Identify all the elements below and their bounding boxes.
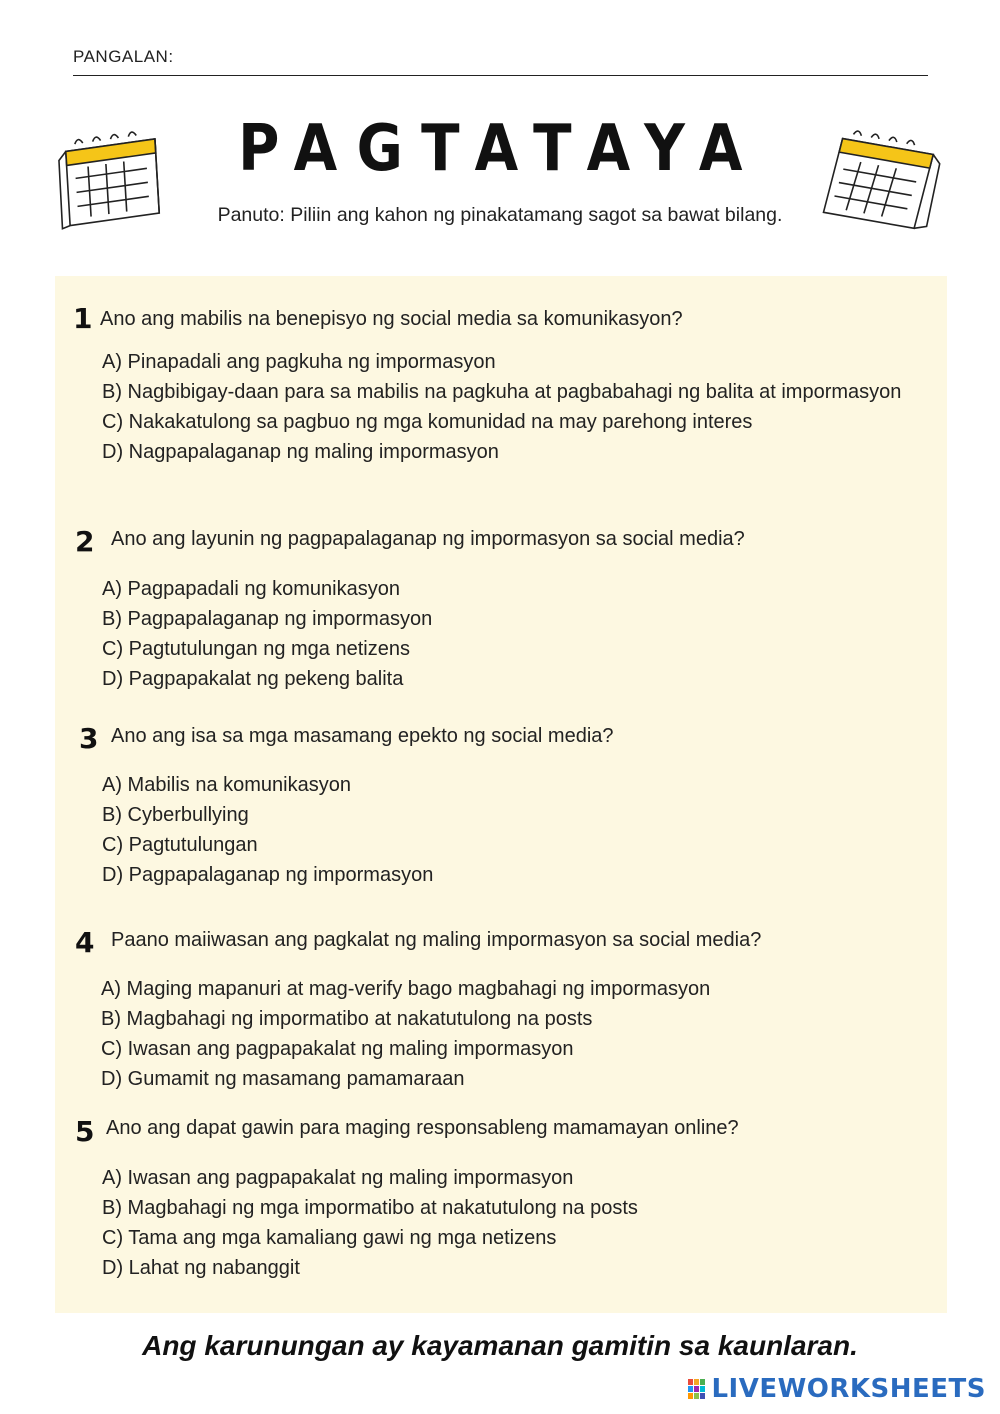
question-text: Ano ang isa sa mga masamang epekto ng social media?	[111, 725, 614, 747]
question-text: Ano ang mabilis na benepisyo ng social media sa komunikasyon?	[100, 308, 683, 330]
options-list	[102, 770, 902, 890]
option-a[interactable]: A) Pagpapadali ng komunikasyon	[102, 578, 400, 600]
option-b[interactable]: B) Magbahagi ng impormatibo at nakatutulong na posts	[101, 1008, 593, 1030]
option-a[interactable]: A) Iwasan ang pagpapakalat ng maling impormasyon	[102, 1167, 574, 1189]
question-text: Paano maiiwasan ang pagkalat ng maling impormasyon sa social media?	[111, 929, 762, 951]
option-c[interactable]: C) Tama ang mga kamaliang gawi ng mga netizens	[102, 1227, 557, 1249]
option-d[interactable]: D) Nagpapalaganap ng maling impormasyon	[102, 441, 499, 463]
brand-text: LIVEWORKSHEETS	[711, 1374, 986, 1404]
option-d[interactable]: D) Pagpapalaganap ng impormasyon	[102, 864, 434, 886]
option-a[interactable]: A) Pinapadali ang pagkuha ng impormasyon	[102, 351, 496, 373]
option-a[interactable]: A) Mabilis na komunikasyon	[102, 774, 351, 796]
option-d[interactable]: D) Gumamit ng masamang pamamaraan	[101, 1068, 465, 1090]
options-list	[102, 574, 902, 694]
liveworksheets-logo	[687, 1374, 986, 1404]
option-a[interactable]: A) Maging mapanuri at mag-verify bago magbahagi ng impormasyon	[101, 978, 711, 1000]
options-list	[101, 974, 901, 1094]
page-title: PAGTATAYA	[238, 112, 762, 186]
options-list	[102, 347, 902, 467]
option-c[interactable]: C) Pagtutulungan ng mga netizens	[102, 638, 410, 660]
calendar-icon	[812, 124, 952, 236]
option-b[interactable]: B) Pagpapalaganap ng impormasyon	[102, 608, 433, 630]
motto: Ang karunungan ay kayamanan gamitin sa kaunlaran.	[142, 1330, 858, 1361]
option-b[interactable]: B) Cyberbullying	[102, 804, 249, 826]
option-c[interactable]: C) Nakakatulong sa pagbuo ng mga komunidad na may parehong interes	[102, 411, 753, 433]
question-text: Ano ang layunin ng pagpapalaganap ng impormasyon sa social media?	[111, 528, 745, 550]
name-input-line[interactable]	[73, 75, 928, 76]
question-text: Ano ang dapat gawin para maging responsableng mamamayan online?	[106, 1117, 739, 1139]
instructions: Panuto: Piliin ang kahon ng pinakatamang sagot sa bawat bilang.	[217, 204, 783, 226]
question-number: 1	[73, 302, 93, 335]
option-c[interactable]: C) Iwasan ang pagpapakalat ng maling impormasyon	[101, 1038, 574, 1060]
option-b[interactable]: B) Magbahagi ng mga impormatibo at nakatutulong na posts	[102, 1197, 638, 1219]
question-number: 5	[75, 1115, 95, 1148]
name-label: PANGALAN:	[73, 47, 174, 66]
option-d[interactable]: D) Pagpapakalat ng pekeng balita	[102, 668, 404, 690]
option-d[interactable]: D) Lahat ng nabanggit	[102, 1257, 300, 1279]
question-number: 3	[79, 722, 99, 755]
options-list	[102, 1163, 902, 1283]
option-b[interactable]: B) Nagbibigay-daan para sa mabilis na pagkuha at pagbabahagi ng balita at impormasyon	[102, 381, 902, 403]
option-c[interactable]: C) Pagtutulungan	[102, 834, 258, 856]
liveworksheets-icon	[687, 1377, 707, 1401]
question-number: 4	[75, 926, 95, 959]
question-number: 2	[75, 525, 95, 558]
